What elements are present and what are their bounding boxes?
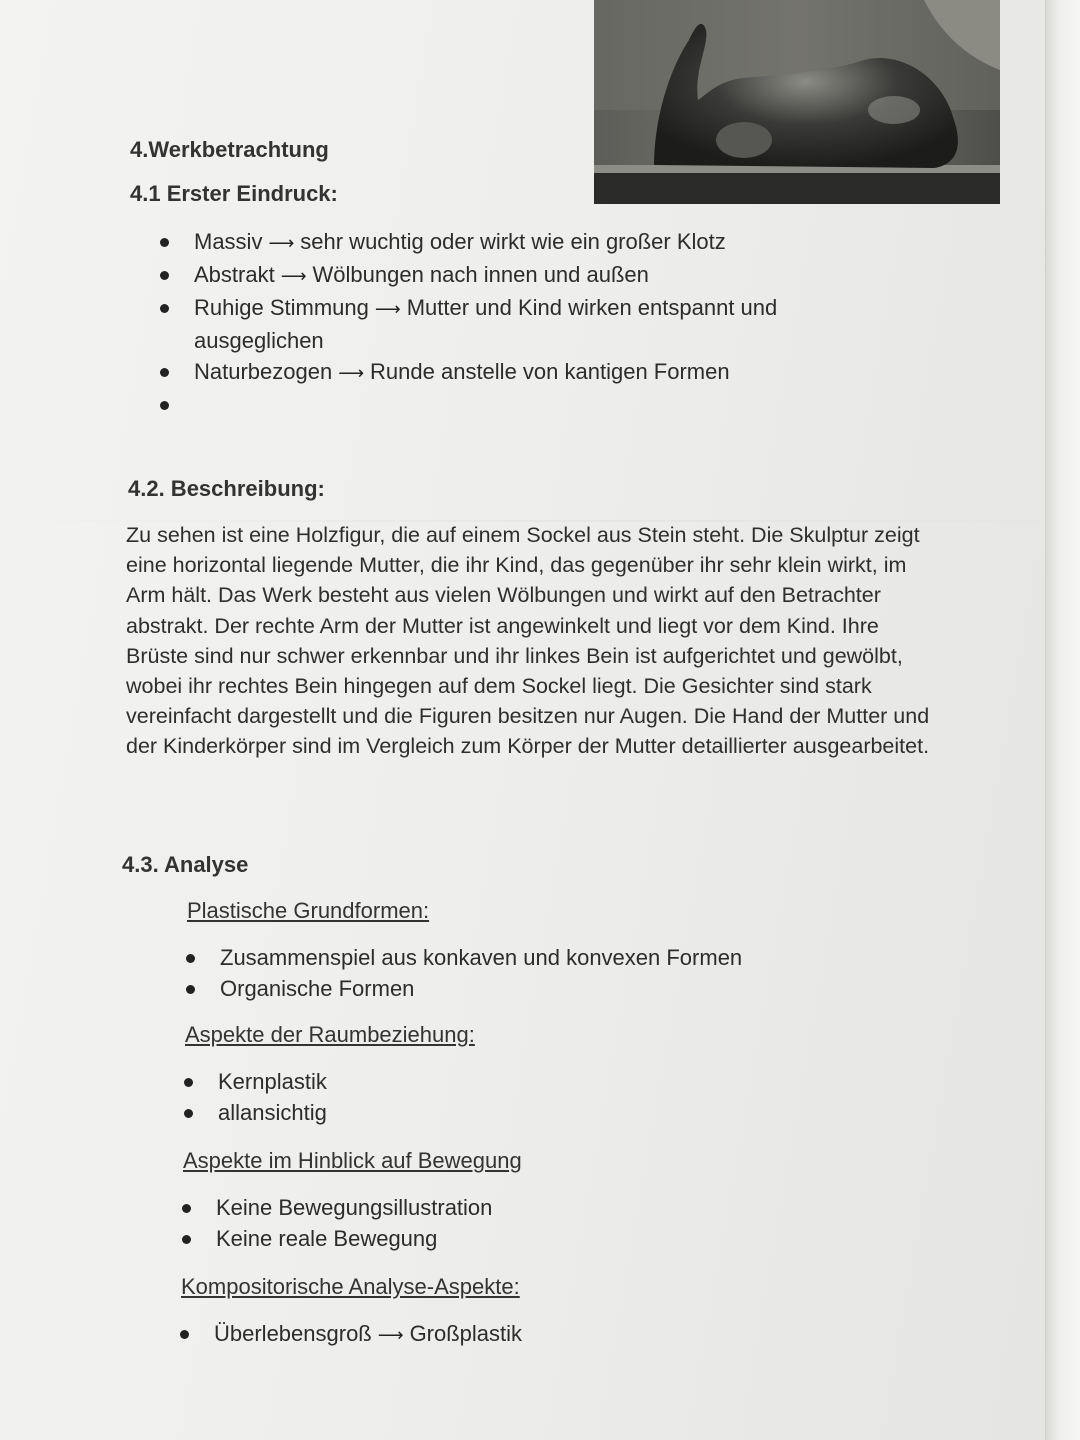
list-item: Naturbezogen ⟶ Runde anstelle von kantigen Formen (158, 356, 858, 389)
list-item-empty (158, 389, 858, 420)
list-item: Überlebensgroß ⟶ Großplastik (178, 1318, 878, 1351)
arrow-right-icon: ⟶ (377, 1325, 404, 1345)
first-impression-list (158, 226, 858, 420)
analysis-heading-bewegung: Aspekte im Hinblick auf Bewegung (183, 1148, 522, 1173)
grundformen-list (184, 942, 884, 1004)
list-item: Massiv ⟶ sehr wuchtig oder wirkt wie ein großer Klotz (158, 226, 858, 259)
section-title-werkbetrachtung: 4.Werkbetrachtung (130, 137, 329, 162)
next-page-edge (1045, 0, 1080, 1440)
list-item: Ruhige Stimmung ⟶ Mutter und Kind wirken entspannt und ausgeglichen (158, 292, 858, 356)
arrow-right-icon: ⟶ (338, 363, 365, 383)
arrow-right-icon: ⟶ (280, 266, 307, 286)
analysis-heading-raumbeziehung: Aspekte der Raumbeziehung: (185, 1022, 475, 1047)
list-item: Keine Bewegungsillustration (180, 1192, 880, 1223)
subsection-title-beschreibung: 4.2. Beschreibung: (128, 476, 325, 501)
analysis-heading-komposition: Kompositorische Analyse-Aspekte: (181, 1274, 520, 1299)
analysis-heading-grundformen: Plastische Grundformen: (187, 898, 430, 923)
komposition-list (178, 1318, 878, 1351)
arrow-right-icon: ⟶ (268, 233, 295, 253)
list-item: Zusammenspiel aus konkaven und konvexen Formen (184, 942, 884, 973)
sculpture-image-icon (594, 0, 1000, 204)
list-item: Kernplastik (182, 1066, 882, 1097)
description-paragraph: Zu sehen ist eine Holzfigur, die auf einem Sockel aus Stein steht. Die Skulptur zeigt eine horizontal liegende Mutter, die ihr Kind, das gegenüber ihr sehr klein wirkt, im Arm hält. Das Werk besteht aus vielen Wölbungen und wirkt auf den Betrachter abstrakt. Der rechte Arm der Mutter ist angewinkelt und liegt vor dem Kind. Ihre Brüste sind nur schwer erkennbar und ihr linkes Bein ist aufgerichtet und gewölbt, wobei ihr rechtes Bein hingegen auf dem Sockel liegt. Die Gesichter sind stark vereinfacht dargestellt und die Figuren besitzen nur Augen. Die Hand der Mutter und der Kinderkörper sind im Vergleich zum Körper der Mutter detaillierter ausgearbeitet. (126, 523, 930, 759)
sculpture-photo (594, 0, 1000, 204)
subsection-title-erster-eindruck: 4.1 Erster Eindruck: (130, 181, 338, 206)
bewegung-list (180, 1192, 880, 1254)
arrow-right-icon: ⟶ (374, 299, 401, 319)
list-item: Keine reale Bewegung (180, 1223, 880, 1254)
list-item: Abstrakt ⟶ Wölbungen nach innen und außen (158, 259, 858, 292)
subsection-title-analyse: 4.3. Analyse (122, 852, 249, 877)
list-item: Organische Formen (184, 973, 884, 1004)
list-item: allansichtig (182, 1097, 882, 1128)
raumbeziehung-list (182, 1066, 882, 1128)
